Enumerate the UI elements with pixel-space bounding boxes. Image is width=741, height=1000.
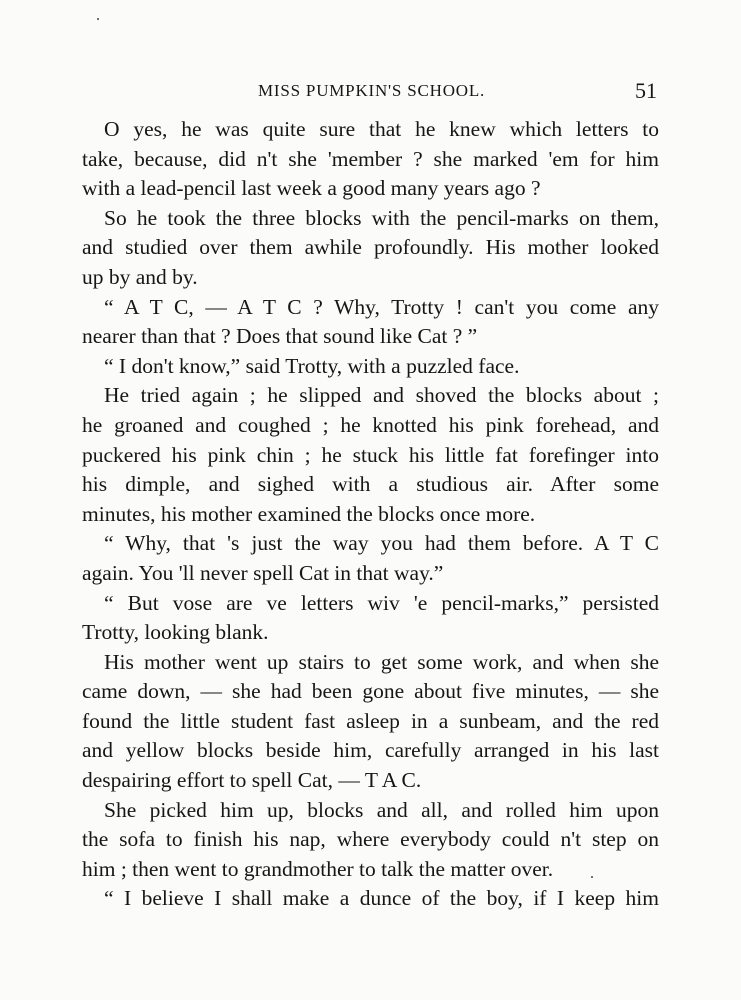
text-line: “ But vose are ve letters wiv 'e pencil-marks,” persisted: [104, 590, 659, 615]
text-line: the sofa to finish his nap, where everybody could n't step on: [82, 827, 659, 852]
text-line: with a lead-pencil last week a good many years ago ?: [82, 176, 541, 201]
text-line: him ; then went to grandmother to talk the matter over.: [82, 856, 554, 881]
text-line: So he took the three blocks with the pencil-marks on them,: [104, 205, 659, 230]
text-line: he groaned and coughed ; he knotted his pink forehead, and: [82, 412, 659, 437]
paragraph: [82, 115, 659, 204]
body-text: [82, 115, 659, 914]
running-head: [82, 78, 657, 108]
paragraph: [82, 352, 659, 382]
text-line: and studied over them awhile profoundly. His mother looked: [82, 235, 659, 260]
paragraph: [82, 381, 659, 529]
text-line: and yellow blocks beside him, carefully arranged in his last: [82, 738, 659, 763]
paragraph: [82, 529, 659, 588]
text-line: His mother went up stairs to get some work, and when she: [104, 649, 659, 674]
text-line: puckered his pink chin ; he stuck his little fat forefinger into: [82, 442, 659, 467]
text-line: his dimple, and sighed with a studious air. After some: [82, 472, 659, 497]
paragraph: [82, 796, 659, 885]
text-line: “ I believe I shall make a dunce of the boy, if I keep him: [104, 886, 659, 911]
text-line: “ A T C, — A T C ? Why, Trotty ! can't you come any: [104, 294, 659, 319]
text-line: nearer than that ? Does that sound like Cat ? ”: [82, 324, 478, 349]
paragraph: [82, 589, 659, 648]
text-line: She picked him up, blocks and all, and rolled him upon: [104, 797, 659, 822]
text-line: up by and by.: [82, 264, 198, 289]
print-speck: [97, 18, 99, 20]
running-title: MISS PUMPKIN'S SCHOOL.: [258, 81, 486, 100]
text-line: Trotty, looking blank.: [82, 620, 269, 645]
text-line: despairing effort to spell Cat, — T A C.: [82, 768, 422, 793]
paragraph: [82, 884, 659, 914]
text-line: found the little student fast asleep in a sunbeam, and the red: [82, 708, 659, 733]
text-line: O yes, he was quite sure that he knew which letters to: [104, 117, 659, 141]
text-line: again. You 'll never spell Cat in that way.”: [82, 560, 444, 585]
text-line: minutes, his mother examined the blocks once more.: [82, 501, 536, 526]
text-line: take, because, did n't she 'member ? she marked 'em for him: [82, 146, 659, 171]
paragraph: [82, 204, 659, 293]
text-line: “ Why, that 's just the way you had them before. A T C: [104, 531, 659, 556]
text-line: “ I don't know,” said Trotty, with a puzzled face.: [104, 353, 520, 378]
paragraph: [82, 293, 659, 352]
page-number: 51: [635, 78, 657, 103]
text-line: came down, — she had been gone about five minutes, — she: [82, 679, 659, 704]
text-line: He tried again ; he slipped and shoved the blocks about ;: [104, 383, 659, 408]
paragraph: [82, 648, 659, 796]
